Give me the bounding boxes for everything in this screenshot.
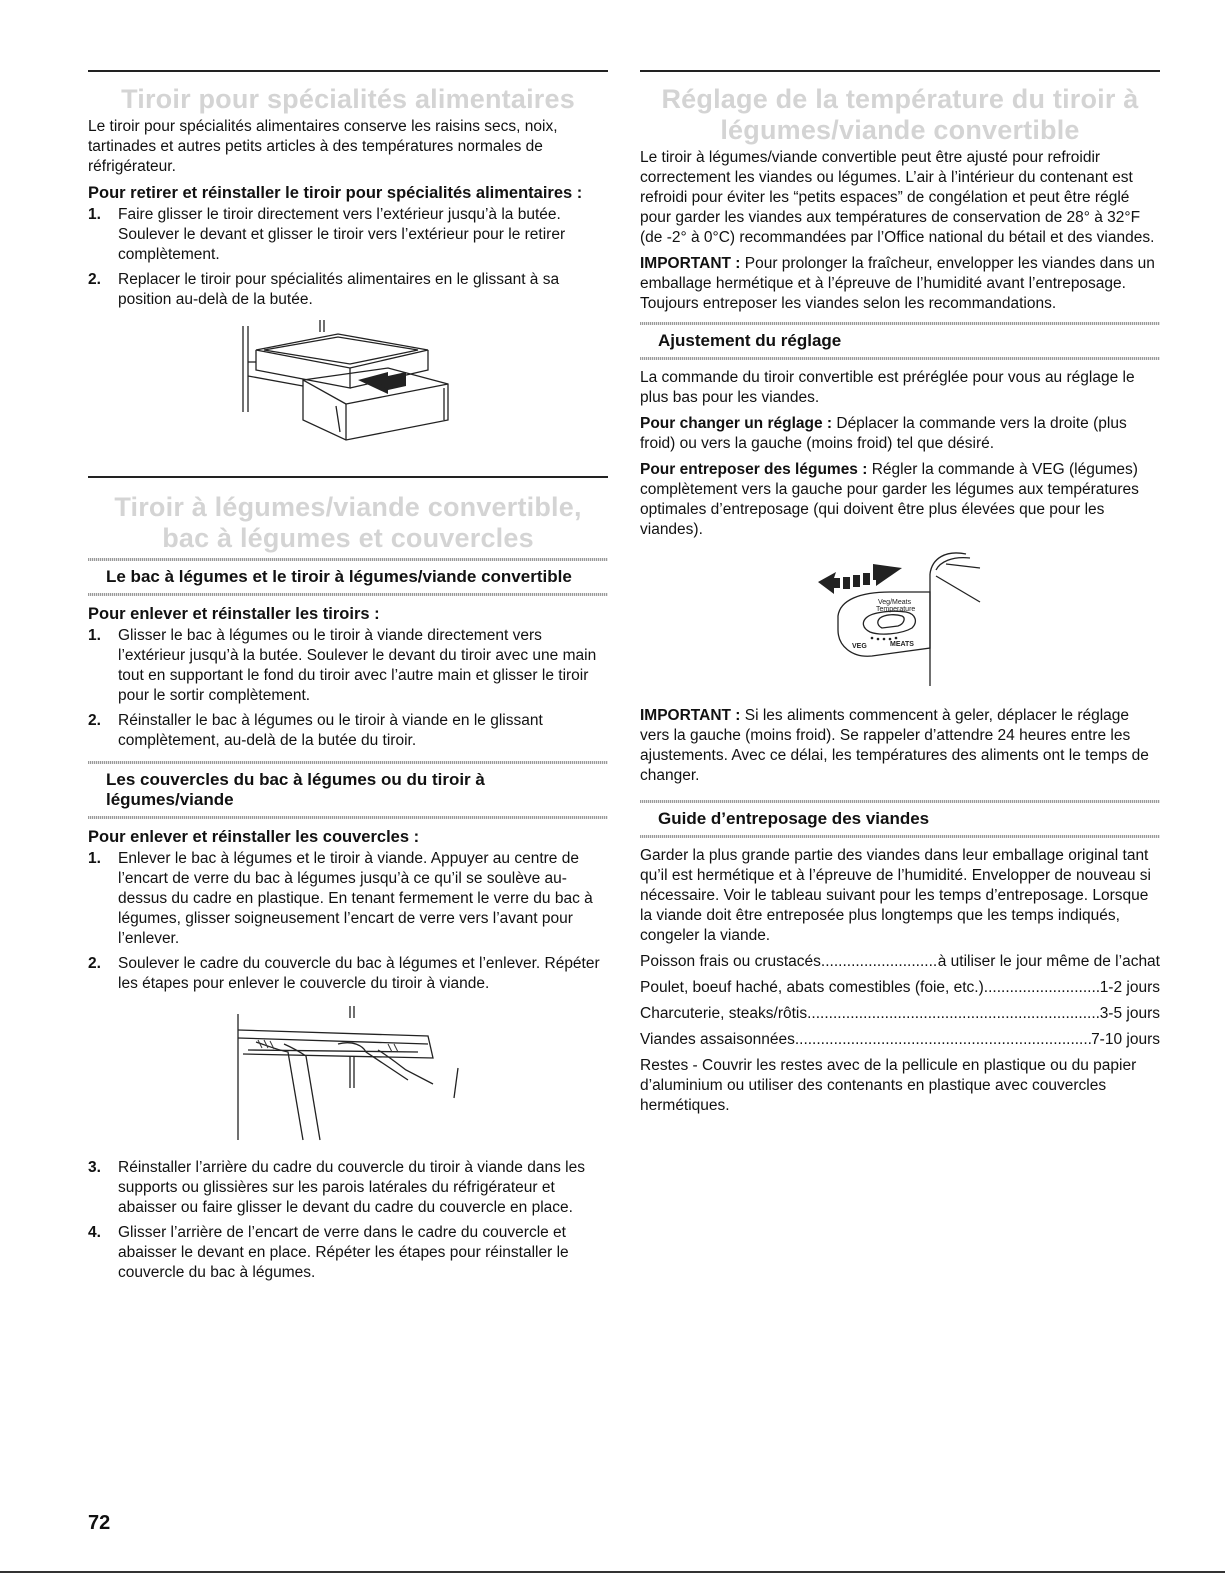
subsection-band — [640, 800, 1160, 838]
list-item — [88, 849, 608, 949]
subsection-band — [640, 322, 1160, 360]
subsection-title: Les couvercles du bac à légumes ou du tiroir à légumes/viande — [106, 770, 485, 809]
important-text: Pour prolonger la fraîcheur, envelopper les viandes dans un emballage hermétique et à l’épreuve de l’humidité avant l’entreposage. Toujours entreposer les viandes selon les recommandations. — [640, 255, 1155, 312]
temperature-intro: Le tiroir à légumes/viande convertible peut être ajusté pour refroidir correctement les viandes ou légumes. L’air à l’intérieur du contenant est refroidi pour éviter les “petits espaces” de congélation et peut être réglé pour garder les viandes aux températures de conservation de 28° à 32°F (de -2° à 0°C) recommandées par l’Office national du bétail et des viandes. — [640, 149, 1155, 246]
important-label: IMPORTANT : — [640, 255, 741, 272]
important-label: IMPORTANT : — [640, 707, 741, 724]
section-rule — [88, 476, 608, 478]
step-text: Soulever le cadre du couvercle du bac à légumes et l’enlever. Répéter les étapes pour enlever le couvercle du tiroir à viande. — [118, 955, 600, 992]
drawers-subheading: Pour enlever et réinstaller les tiroirs : — [88, 605, 380, 623]
step-number: 3. — [88, 1159, 101, 1176]
step-number: 2. — [88, 712, 101, 729]
reinstall-steps — [88, 1158, 608, 1283]
specialty-intro: Le tiroir pour spécialités alimentaires conserve les raisins secs, noix, tartinades et autres petits articles à des températures normales de réfrigérateur. — [88, 118, 558, 175]
double-arrow-icon — [818, 564, 902, 594]
storage-row — [640, 978, 1160, 998]
storage-value: 1-2 jours — [1099, 979, 1160, 996]
covers-subheading: Pour enlever et réinstaller les couvercles : — [88, 828, 420, 846]
section-title-specialty-drawer: Tiroir pour spécialités alimentaires — [121, 84, 575, 114]
list-item — [88, 626, 608, 706]
covers-steps — [88, 849, 608, 994]
control-illustration — [640, 546, 1160, 696]
step-text: Réinstaller le bac à légumes ou le tiroir à viande en le glissant complètement, au-delà de la butée du tiroir. — [118, 712, 543, 749]
step-text: Réinstaller l’arrière du cadre du couvercle du tiroir à viande dans les supports ou glissières sur les parois latérales du réfrigérateur et abaisser ou faire glisser le devant du cadre du couvercle en place. — [118, 1159, 585, 1216]
storage-label: Poisson frais ou crustacés — [640, 953, 821, 970]
section-title-temperature — [640, 84, 1160, 146]
store-text: Régler la commande à VEG (légumes) complètement vers la gauche pour garder les légumes aux températures optimales d’entreposage (qui doivent être plus élevées que pour les viandes). — [640, 461, 1139, 538]
step-number: 1. — [88, 206, 101, 223]
step-text: Replacer le tiroir pour spécialités alimentaires en le glissant à sa position au-delà de la butée. — [118, 271, 560, 308]
important-note — [640, 254, 1160, 314]
storage-row — [640, 952, 1160, 972]
title-line: légumes/viande convertible — [720, 115, 1080, 145]
title-line: bac à légumes et couvercles — [162, 523, 534, 553]
step-text: Glisser le bac à légumes ou le tiroir à viande directement vers l’extérieur jusqu’à la butée. Soulever le devant du tiroir avec une main tout en supportant le fond du tiroir avec l’autre main et glisser le tiroir pour le sortir complètement. — [118, 627, 597, 704]
control-label: Temperature — [876, 606, 916, 613]
step-number: 2. — [88, 955, 101, 972]
storage-row — [640, 1030, 1160, 1050]
list-item — [88, 1223, 608, 1283]
subsection-band — [88, 558, 608, 596]
list-item — [88, 205, 608, 265]
control-label: Veg/Meats — [878, 599, 912, 606]
adjust-intro: La commande du tiroir convertible est préréglée pour vous au réglage le plus bas pour les viandes. — [640, 369, 1135, 406]
subsection-title: Le bac à légumes et le tiroir à légumes/viande convertible — [106, 567, 572, 586]
step-number: 4. — [88, 1224, 101, 1241]
step-text: Faire glisser le tiroir directement vers l’extérieur jusqu’à la butée. Soulever le devant et glisser le tiroir vers l’extérieur pour le retirer complètement. — [118, 206, 566, 263]
step-number: 1. — [88, 850, 101, 867]
storage-value: 3-5 jours — [1099, 1005, 1160, 1022]
list-item — [88, 270, 608, 310]
specialty-drawer-illustration — [88, 320, 608, 470]
bottom-rule — [0, 1571, 1225, 1573]
list-item — [88, 954, 608, 994]
title-line: Tiroir à légumes/viande convertible, — [114, 492, 582, 522]
store-label: Pour entreposer des légumes : — [640, 461, 868, 478]
change-text: Déplacer la commande vers la droite (plus froid) ou vers la gauche (moins froid) tel que désiré. — [640, 415, 1127, 452]
section-rule — [640, 70, 1160, 72]
title-line: Réglage de la température du tiroir à — [661, 84, 1139, 114]
guide-intro: Garder la plus grande partie des viandes dans leur emballage original tant qu’il est hermétique et à l’épreuve de l’humidité. Envelopper de nouveau si nécessaire. Voir le tableau suivant pour les temps d’entreposage. Lorsque la viande doit être entreposée plus longtemps que les temps indiqués, congeler la viande. — [640, 847, 1151, 944]
specialty-steps — [88, 205, 608, 310]
change-label: Pour changer un réglage : — [640, 415, 833, 432]
subsection-band — [88, 761, 608, 819]
storage-value: 7-10 jours — [1091, 1031, 1160, 1048]
storage-value: à utiliser le jour même de l’achat — [937, 953, 1160, 970]
store-vegetables — [640, 460, 1160, 540]
storage-label: Charcuterie, steaks/rôtis — [640, 1005, 808, 1022]
leftovers-note: Restes - Couvrir les restes avec de la pellicule en plastique ou du papier d’aluminium ou utiliser des contenants en plastique avec couvercles hermétiques. — [640, 1057, 1137, 1114]
subsection-title: Ajustement du réglage — [658, 331, 842, 350]
storage-label: Poulet, boeuf haché, abats comestibles (foie, etc.) — [640, 979, 984, 996]
right-column — [640, 70, 1160, 1122]
important-note-2 — [640, 706, 1160, 786]
subsection-title: Guide d’entreposage des viandes — [658, 809, 930, 828]
page-number: 72 — [88, 1512, 111, 1534]
drawers-steps — [88, 626, 608, 751]
control-meats-label: MEATS — [890, 641, 914, 648]
specialty-subheading: Pour retirer et réinstaller le tiroir pour spécialités alimentaires : — [88, 184, 583, 202]
storage-row — [640, 1004, 1160, 1024]
step-number: 1. — [88, 627, 101, 644]
change-setting — [640, 414, 1160, 454]
list-item — [88, 1158, 608, 1218]
left-column — [88, 70, 608, 1288]
important-text: Si les aliments commencent à geler, déplacer le réglage vers la gauche (moins froid). Se rappeler d’attendre 24 heures entre les ajustements. Avec ce délai, les températures des aliments ont le temps de changer. — [640, 707, 1149, 784]
step-text: Glisser l’arrière de l’encart de verre dans le cadre du couvercle et abaisser le devant en place. Répéter les étapes pour réinstaller le couvercle du bac à légumes. — [118, 1224, 569, 1281]
section-rule — [88, 70, 608, 72]
section-title-crisper — [88, 492, 608, 554]
step-number: 2. — [88, 271, 101, 288]
control-veg-label: VEG — [852, 643, 867, 650]
list-item — [88, 711, 608, 751]
step-text: Enlever le bac à légumes et le tiroir à viande. Appuyer au centre de l’encart de verre du bac à légumes jusqu’à ce qu’il se soulève au-dessus du cadre en plastique. En tenant fermement le verre du bac à légumes, glisser soigneusement l’encart de verre vers l’avant pour l’enlever. — [118, 850, 593, 947]
storage-label: Viandes assaisonnées — [640, 1031, 795, 1048]
crisper-cover-illustration — [88, 1000, 608, 1150]
